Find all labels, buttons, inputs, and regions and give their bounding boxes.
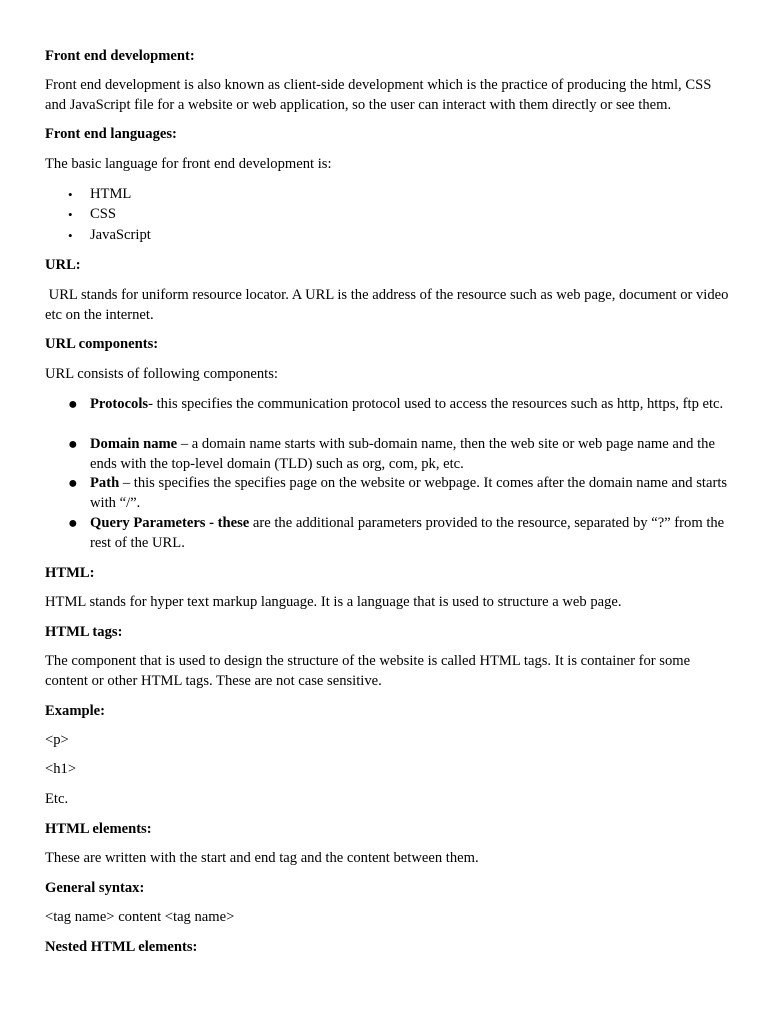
paragraph-url: URL stands for uniform resource locator. A URL is the address of the resource such as web page, document or video etc on the internet. [45,287,733,323]
paragraph-html: HTML stands for hyper text markup language. It is a language that is used to structure a web page. [45,594,622,610]
heading-html-elements: HTML elements: [45,821,152,837]
heading-nested-html-elements: Nested HTML elements: [45,939,198,955]
component-description: a domain name starts with sub-domain name, then the web site or web page name and the ends with the top-level domain (TLD) such as org, com, pk, etc. [90,436,715,472]
paragraph-front-end-development: Front end development is also known as client-side development which is the practice of producing the html, CSS and JavaScript file for a website or web application, so the user can interact with them directly or see them. [45,77,712,113]
component-separator: – [119,475,134,491]
example-line: <h1> [45,761,77,777]
component-term: Protocols [90,396,149,412]
heading-front-end-development: Front end development: [45,48,195,64]
heading-example: Example: [45,703,105,719]
list-item-text: CSS [90,206,116,222]
list-item-component [68,395,730,415]
component-separator: – [177,436,192,452]
list-item-language [68,185,730,205]
bullet-icon: ● [68,475,78,492]
component-description: this specifies the communication protocol used to access the resources such as http, https, ftp etc. [156,396,724,412]
list-item-language [68,226,730,246]
paragraph-html-tags: The component that is used to design the structure of the website is called HTML tags. It is container for some content or other HTML tags. These are not case sensitive. [45,653,691,689]
bullet-icon: • [68,207,73,222]
bullet-icon: ● [68,515,78,532]
paragraph-front-end-languages: The basic language for front end development is: [45,156,332,172]
bullet-icon: • [68,228,73,243]
heading-url-components: URL components: [45,336,159,352]
component-term: Query Parameters - these [90,515,250,531]
list-item-language [68,205,730,225]
list-item-component [68,435,730,474]
paragraph-general-syntax: <tag name> content <tag name> [45,909,235,925]
component-term: Path [90,475,120,491]
list-item-component [68,514,730,553]
paragraph-url-components: URL consists of following components: [45,366,278,382]
heading-front-end-languages: Front end languages: [45,126,177,142]
list-item-component [68,474,730,513]
heading-html-tags: HTML tags: [45,624,123,640]
example-line: <p> [45,732,69,748]
heading-url: URL: [45,257,81,273]
bullet-icon: ● [68,396,78,413]
list-item-text: JavaScript [90,227,151,243]
component-separator: - [148,396,157,412]
component-description: are the additional parameters provided to the resource, separated by “?” from the rest of the URL. [90,515,725,551]
heading-general-syntax: General syntax: [45,880,145,896]
heading-html: HTML: [45,565,95,581]
list-item-text: HTML [90,186,132,202]
paragraph-html-elements: These are written with the start and end tag and the content between them. [45,850,479,866]
example-line: Etc. [45,791,69,807]
bullet-icon: ● [68,436,78,453]
bullet-icon: • [68,187,73,202]
component-term: Domain name [90,436,178,452]
component-description: this specifies the specifies page on the website or webpage. It comes after the domain name and starts with “/”. [90,475,728,511]
